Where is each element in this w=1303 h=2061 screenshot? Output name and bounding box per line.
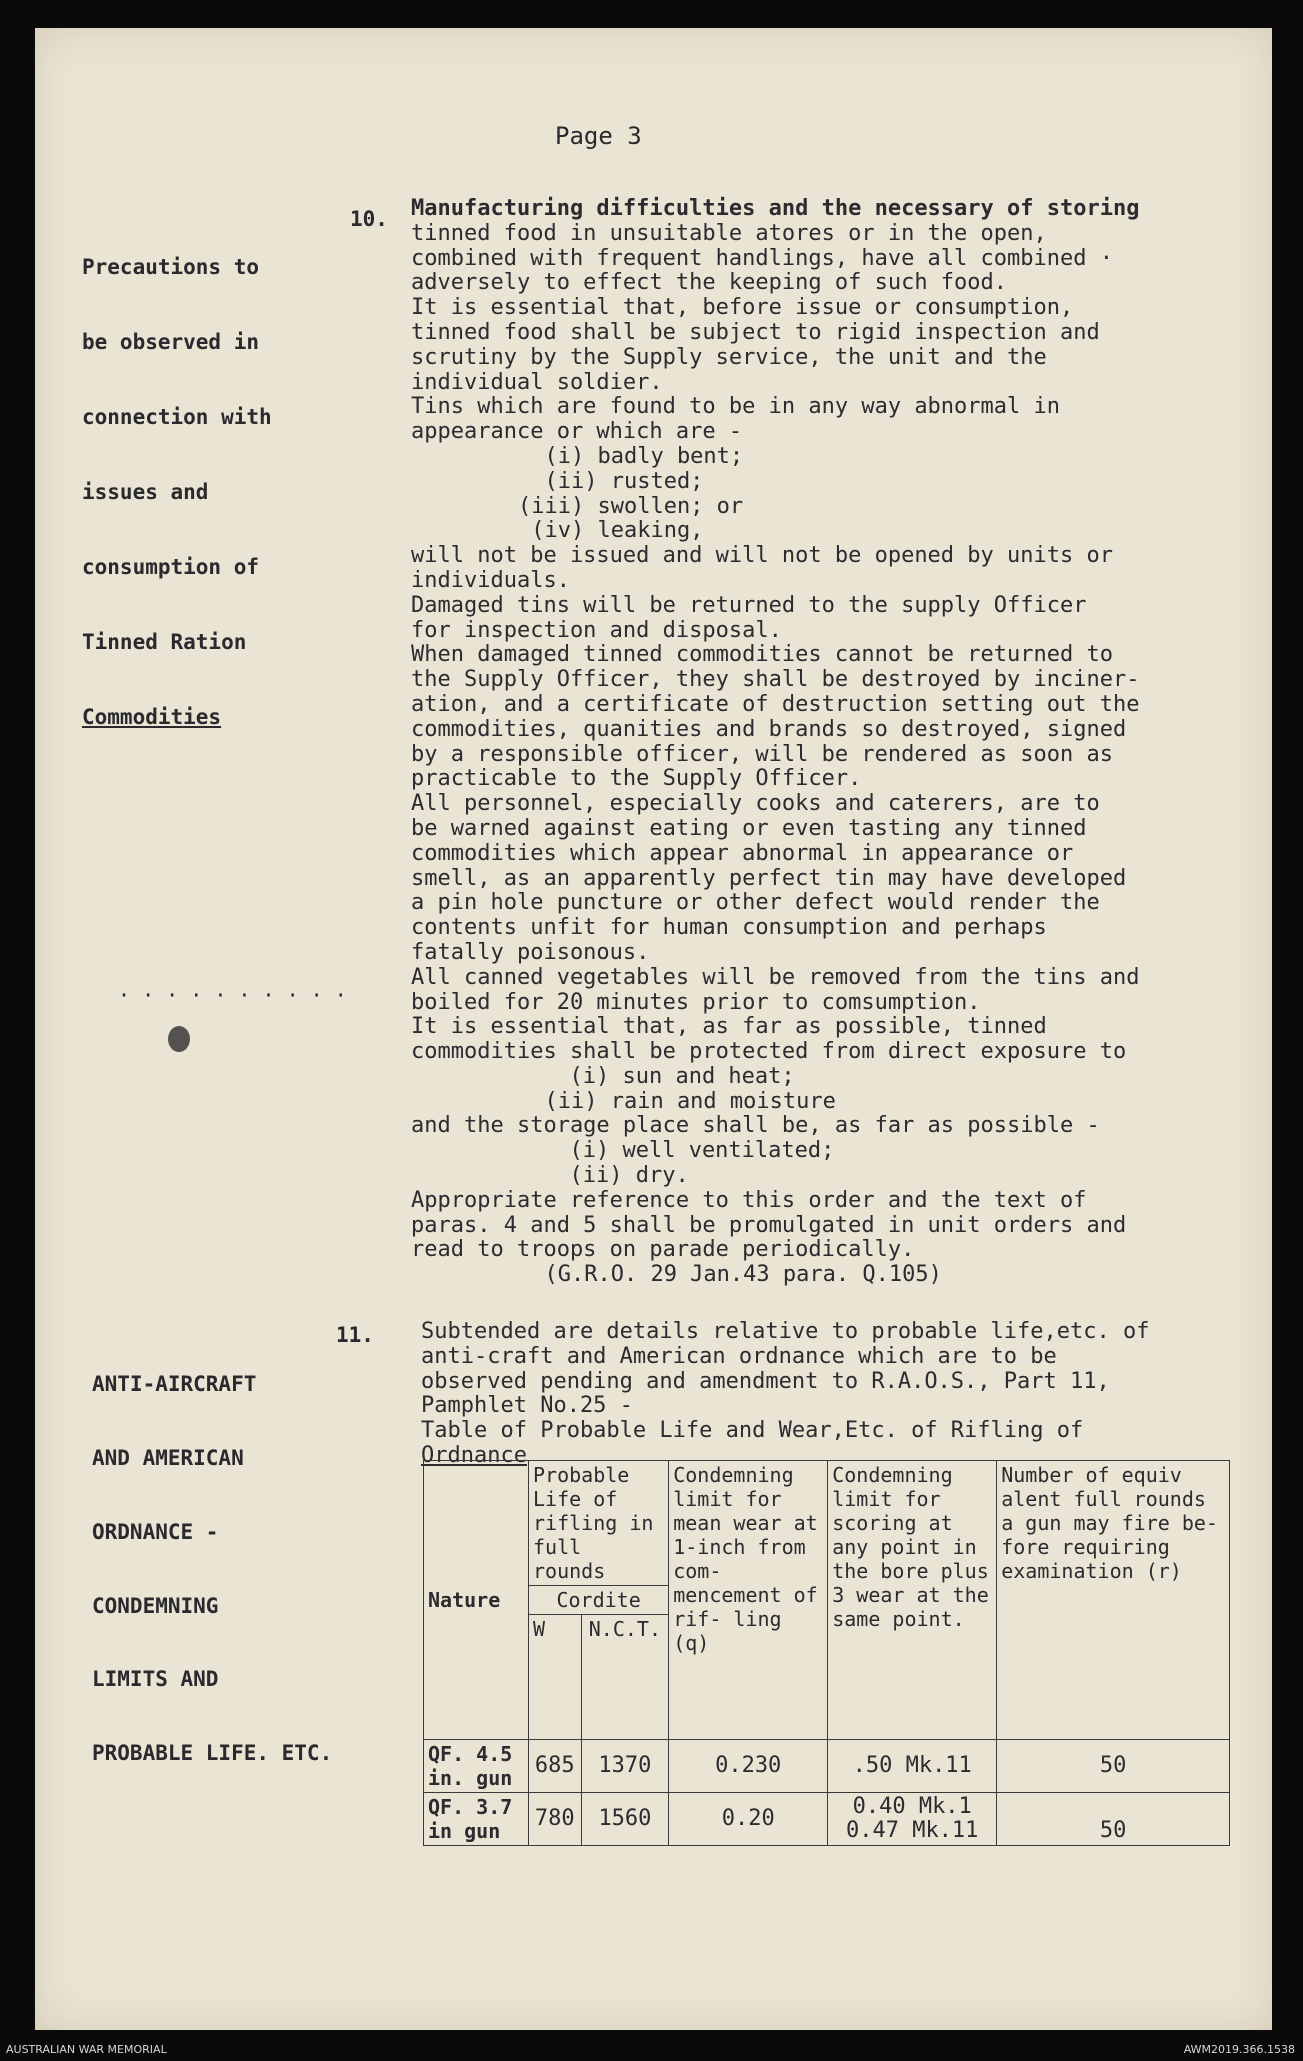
body-line: the Supply Officer, they shall be destroyed by inciner- [411,667,1140,693]
body-line: tinned food in unsuitable atores or in the open, [411,220,1047,246]
margin-line: AND AMERICAN [92,1445,244,1470]
margin-line: LIMITS AND [92,1667,219,1692]
body-line: ation, and a certificate of destruction setting out the [411,691,1140,717]
margin-line: consumption of [82,555,260,579]
body-line: (ii) rain and moisture [518,1088,836,1114]
body-line: fatally poisonous. [411,939,650,965]
body-line: (i) badly bent; [518,443,744,469]
row-rounds: 50 [997,1740,1230,1793]
body-line: (ii) rusted; [518,468,704,494]
table-row [424,1793,1230,1846]
footer-archive-id: AWM2019.366.1538 [1183,2043,1295,2056]
header-condemning-scoring: Condemning limit for scoring at any point in the bore plus 3 wear at the same point. [828,1461,997,1740]
header-nct: N.C.T. [581,1615,669,1740]
row-nct: 1370 [581,1740,669,1793]
header-cordite: Cordite [529,1586,669,1615]
body-line: will not be issued and will not be opened by units or [411,543,1113,569]
para10-number: 10. [350,207,388,231]
body-line: (iv) leaking, [518,518,704,544]
row-w: 780 [529,1793,582,1846]
margin-line: connection with [82,405,272,429]
row-nature: QF. 4.5 in. gun [424,1740,529,1793]
margin-line: Precautions to [82,255,260,279]
header-probable-life: Probable Life of rifling in full rounds [529,1461,669,1586]
body-line: a pin hole puncture or other defect would render the [411,890,1100,916]
margin-line: be observed in [82,330,260,354]
ink-blot [168,1026,190,1052]
margin-line: PROBABLE LIFE. ETC. [92,1741,333,1766]
body-line: Ordnance [421,1442,527,1468]
body-line: read to troops on parade periodically. [411,1237,915,1263]
body-line: Damaged tins will be returned to the supply Officer [411,592,1087,618]
body-line: practicable to the Supply Officer. [411,766,862,792]
body-line: commodities, quanities and brands so destroyed, signed [411,716,1127,742]
header-nature: Nature [424,1461,529,1740]
body-line: individual soldier. [411,369,663,395]
header-condemning-mean: Condemning limit for mean wear at 1-inch from com- mencement of rif- ling (q) [669,1461,828,1740]
para10-body [411,197,1139,1288]
row-mean: 0.230 [669,1740,828,1793]
row-mean: 0.20 [669,1793,828,1846]
table-header-row [424,1461,1230,1586]
margin-line: Tinned Ration [82,630,247,654]
body-line: observed pending and amendment to R.A.O.S., Part 11, [421,1368,1110,1394]
row-nature: QF. 3.7 in gun [424,1793,529,1846]
body-line: Appropriate reference to this order and the text of [411,1187,1087,1213]
body-line: adversely to effect the keeping of such food. [411,270,1008,296]
body-line: commodities shall be protected from direct exposure to [411,1039,1127,1065]
body-line: It is essential that, as far as possible, tinned [411,1014,1047,1040]
body-line: appearance or which are - [411,419,743,445]
header-w: W [529,1615,582,1740]
body-line: combined with frequent handlings, have all combined · [411,245,1113,271]
row-nct: 1560 [581,1793,669,1846]
body-line: (G.R.O. 29 Jan.43 para. Q.105) [518,1262,942,1288]
para11-number: 11. [336,1323,374,1347]
body-line: Pamphlet No.25 - [421,1393,633,1419]
para11-margin-heading [92,1323,332,1790]
row-scoring: 0.40 Mk.1 0.47 Mk.11 [828,1793,997,1846]
body-line: (i) sun and heat; [543,1063,795,1089]
margin-line: ORDNANCE - [92,1519,219,1544]
body-line: All canned vegetables will be removed from the tins and [411,964,1140,990]
body-line: anti-craft and American ordnance which are to be [421,1343,1057,1369]
row-rounds: 50 [997,1793,1230,1846]
para11-body [421,1320,1149,1469]
margin-line: CONDEMNING [92,1593,219,1618]
body-line: It is essential that, before issue or consumption, [411,295,1074,321]
body-line: Manufacturing difficulties and the necessary of storing [411,196,1140,221]
header-equiv-rounds: Number of equiv alent full rounds a gun may fire be- fore requiring examination (r) [997,1461,1230,1740]
body-line: All personnel, especially cooks and caterers, are to [411,791,1100,817]
para10-margin-heading [82,205,272,755]
margin-line: issues and [82,480,209,504]
body-line: smell, as an apparently perfect tin may have developed [411,865,1127,891]
body-line: When damaged tinned commodities cannot be returned to [411,642,1113,668]
table-row [424,1740,1230,1793]
margin-line: Commodities [82,705,222,729]
body-line: scrutiny by the Supply service, the unit and the [411,344,1047,370]
body-line: Subtended are details relative to probable life,etc. of [421,1319,1150,1344]
body-line: Tins which are found to be in any way abnormal in [411,394,1061,420]
footer-archive-name: AUSTRALIAN WAR MEMORIAL [6,2043,167,2056]
body-line: commodities which appear abnormal in appearance or [411,840,1074,866]
body-line: (i) well ventilated; [543,1138,835,1164]
body-line: be warned against eating or even tasting any tinned [411,815,1087,841]
body-line: tinned food shall be subject to rigid inspection and [411,319,1100,345]
ordnance-table [423,1460,1230,1846]
body-line: paras. 4 and 5 shall be promulgated in unit orders and [411,1212,1127,1238]
body-line: Table of Probable Life and Wear,Etc. of Rifling of [421,1418,1084,1444]
body-line: (iii) swollen; or [518,493,744,519]
body-line: (ii) dry. [543,1163,689,1189]
body-line: by a responsible officer, will be rendered as soon as [411,741,1113,767]
body-line: for inspection and disposal. [411,617,782,643]
margin-line: ANTI-AIRCRAFT [92,1372,257,1397]
body-line: boiled for 20 minutes prior to comsumption. [411,989,981,1015]
margin-dots: · · · · · · · · · · [118,983,347,1007]
row-scoring: .50 Mk.11 [828,1740,997,1793]
page-number: Page 3 [555,122,642,150]
row-w: 685 [529,1740,582,1793]
body-line: contents unfit for human consumption and perhaps [411,915,1047,941]
body-line: and the storage place shall be, as far as possible - [411,1113,1100,1139]
body-line: individuals. [411,567,570,593]
